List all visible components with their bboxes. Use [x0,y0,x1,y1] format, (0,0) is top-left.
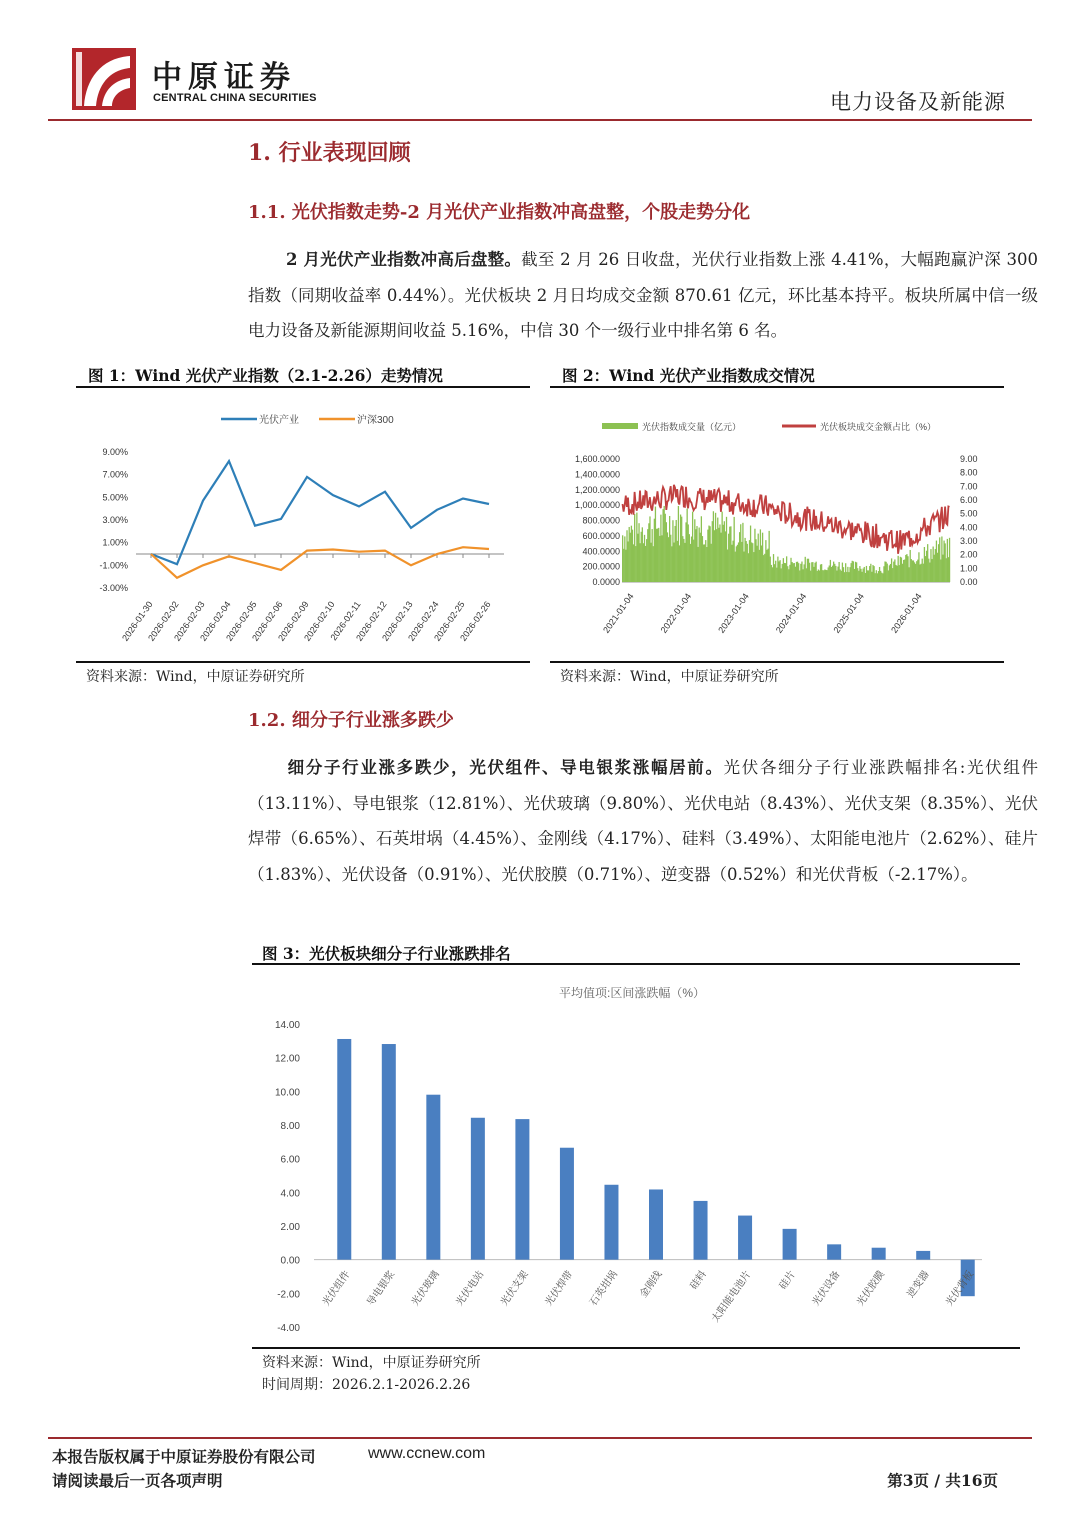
figure-2-title: 图 2：Wind 光伏产业指数成交情况 [562,366,815,385]
volume-bar [679,545,680,582]
volume-bar [840,569,841,582]
category-label-9: 太阳能电池片 [710,1269,754,1325]
volume-bar [643,543,644,582]
category-label-2: 光伏玻璃 [409,1269,442,1309]
volume-bar [639,543,640,582]
volume-bar [800,564,801,582]
x-tick-label: 2026-02-09 [276,599,311,643]
volume-bar [781,568,782,582]
bar-4 [515,1119,529,1260]
volume-bar [754,529,755,582]
y-left-tick-label: 600.0000 [582,530,620,541]
paragraph-2 [248,750,1038,892]
volume-bar [869,566,870,582]
y-tick-label: 8.00 [280,1121,300,1132]
volume-bar [794,563,795,582]
volume-bar [774,564,775,582]
y-tick-label: 14.00 [274,1020,300,1031]
category-label-11: 光伏设备 [810,1269,843,1309]
volume-bar [708,526,709,582]
legend-swatch-volume [602,423,638,429]
paragraph-1-lead: 2 月光伏产业指数冲高后盘整。 [286,250,522,269]
volume-bar [826,570,827,582]
category-label-8: 硅料 [688,1269,709,1292]
volume-bar [689,534,690,582]
x-tick-label: 2022-01-04 [658,591,694,635]
bar-13 [916,1251,930,1260]
series-line-0 [151,461,489,564]
category-label-1: 导电银浆 [365,1269,398,1309]
volume-bar [938,544,939,582]
volume-bar [872,565,873,582]
paragraph-1-body: 截至 2 月 26 日收盘，光伏行业指数上涨 4.41%，大幅跑赢沪深 300 指数（同期收益率 0.44%）。光伏板块 2 月日均成交金额 870.61 亿元，环比基本持平。板块所属中信一级电力设备及新能源期间收益 5.16%，中信 30 个一级行业中排名第 6 名。 [248,250,1038,340]
y-left-tick-label: 200.0000 [582,561,620,572]
y-left-tick-label: 1,000.0000 [574,500,620,511]
footer-copyright: 本报告版权属于中原证券股份有限公司 [52,1447,316,1466]
header-rule [48,119,1032,121]
volume-bar [646,539,647,582]
y-right-tick-label: 4.00 [960,522,978,533]
volume-bar [931,559,932,582]
category-label-7: 金刚线 [638,1269,665,1300]
y-tick-label: 1.00% [102,537,128,548]
volume-bar [718,528,719,582]
volume-bar [925,556,926,582]
volume-bar [853,561,854,582]
volume-bar [941,536,942,582]
volume-bar [859,566,860,582]
y-right-tick-label: 2.00 [960,549,978,560]
category-label-13: 逆变器 [905,1269,932,1300]
x-tick-label: 2021-01-04 [601,591,636,635]
volume-bar [882,573,883,582]
x-tick-label: 2026-02-02 [146,599,181,643]
volume-bar [899,565,900,582]
volume-bar [666,522,667,582]
footer-notice: 请阅读最后一页各项声明 [52,1471,223,1490]
y-tick-label: 10.00 [274,1087,300,1099]
volume-bar [922,559,923,582]
section-title: 1. 行业表现回顾 [248,140,411,166]
figure-1-bottom-rule [76,661,530,663]
figure-3-period: 时间周期：2026.2.1-2026.2.26 [262,1377,471,1393]
y-tick-label: 9.00% [102,447,128,457]
volume-bar [803,564,804,582]
volume-bar [863,569,864,582]
y-left-tick-label: 800.0000 [582,515,620,526]
figure-1-line-chart [76,398,530,654]
volume-bar [836,571,837,582]
x-tick-label: 2026-02-06 [250,599,285,643]
volume-bar [787,566,788,582]
volume-bar [744,538,745,582]
figure-2-volume-chart [550,398,1004,654]
y-tick-label: 6.00 [280,1154,300,1166]
x-tick-label: 2023-01-04 [716,591,751,635]
volume-bar [623,549,624,582]
volume-bar [849,567,850,582]
footer-url[interactable]: www.ccnew.com [368,1445,486,1462]
x-tick-label: 2026-02-24 [406,599,441,643]
volume-bar [712,521,713,582]
volume-bar [856,562,857,582]
bar-5 [560,1148,574,1260]
volume-bar [889,565,890,582]
category-label-5: 光伏焊带 [543,1269,576,1309]
volume-bar [820,564,821,582]
subsection-title-1: 1.1. 光伏指数走势-2 月光伏产业指数冲高盘整，个股走势分化 [248,202,751,223]
brand-name-en: CENTRAL CHINA SECURITIES [153,92,317,104]
x-tick-label: 2026-02-26 [458,599,493,643]
volume-bar [949,538,950,582]
volume-bar [626,530,627,582]
bar-10 [783,1229,797,1260]
legend-label-0: 光伏产业 [259,415,299,426]
x-tick-label: 2026-02-03 [172,599,207,643]
y-tick-label: 2.00 [280,1222,300,1233]
volume-bar [876,570,877,582]
volume-bar [735,552,736,582]
category-label-6: 石英坩埚 [587,1269,620,1309]
volume-bar [695,529,696,582]
report-category: 电力设备及新能源 [830,90,1006,114]
figure-3-title: 图 3：光伏板块细分子行业涨跌排名 [262,944,511,963]
volume-bar [662,509,663,582]
volume-bar [764,554,765,582]
y-left-tick-label: 1,600.0000 [574,454,620,464]
chart-title: 平均值项:区间涨跌幅（%） [558,986,706,1000]
bar-0 [337,1039,351,1260]
volume-bar [928,559,929,582]
volume-bar [721,512,722,582]
volume-bar [833,562,834,582]
y-tick-label: 0.00 [280,1255,300,1267]
volume-bar [908,567,909,582]
volume-bar [728,534,729,582]
volume-bar [945,543,946,582]
y-tick-label: 12.00 [274,1053,300,1065]
volume-bar [790,558,791,582]
x-tick-label: 2026-01-04 [889,591,924,635]
volume-bar [813,567,814,582]
y-left-tick-label: 0.0000 [592,577,620,587]
volume-bar [633,544,634,582]
legend-label-share: 光伏板块成交金额占比（%） [820,422,937,432]
x-tick-label: 2026-02-05 [224,599,259,643]
volume-bar [807,559,808,582]
bar-8 [694,1201,708,1260]
volume-bar [715,513,716,582]
figure-3-bar-chart [252,972,1020,1344]
volume-bar [725,531,726,582]
volume-bar [767,549,768,582]
category-label-10: 硅片 [777,1269,799,1292]
volume-bar [895,565,896,582]
volume-bar [761,545,762,582]
volume-bar [823,570,824,582]
subsection-title-2: 1.2. 细分子行业涨多跌少 [248,710,454,731]
y-left-tick-label: 1,200.0000 [574,484,620,495]
legend-label-volume: 光伏指数成交量（亿元） [642,422,742,432]
category-label-4: 光伏支架 [498,1269,531,1309]
series-line-1 [151,547,489,578]
figure-3-top-rule [252,963,1020,965]
volume-bar [649,516,650,582]
figure-1-source: 资料来源：Wind，中原证券研究所 [86,669,305,685]
volume-bar [682,536,683,582]
volume-bar [672,520,673,582]
volume-bar [846,572,847,582]
volume-bar [902,564,903,582]
y-right-tick-label: 6.00 [960,495,978,505]
volume-bar [758,534,759,582]
volume-bar [636,513,637,582]
footer-rule [48,1437,1032,1439]
bar-7 [649,1189,663,1259]
y-left-tick-label: 400.0000 [582,546,620,557]
volume-bar [699,528,700,582]
y-tick-label: 4.00 [280,1188,300,1200]
paragraph-2-lead: 细分子行业涨多跌少，光伏组件、导电银浆涨幅居前。 [286,758,724,777]
y-right-tick-label: 0.00 [960,577,978,587]
volume-bar [784,563,785,582]
volume-bar [751,542,752,582]
figure-1-top-rule [76,386,530,388]
volume-bar [797,562,798,582]
y-left-tick-label: 1,400.0000 [574,469,620,480]
volume-bar [892,568,893,582]
x-tick-label: 2026-02-13 [380,599,415,643]
y-right-tick-label: 8.00 [960,467,978,478]
y-right-tick-label: 3.00 [960,536,978,546]
volume-bar [676,520,677,582]
volume-bar [915,564,916,582]
volume-bar [731,545,732,582]
volume-bar [905,555,906,582]
y-right-tick-label: 1.00 [960,563,978,574]
paragraph-1 [248,242,1038,349]
volume-bar [810,571,811,582]
volume-bar [948,557,949,582]
y-right-tick-label: 7.00 [960,481,978,492]
volume-bar [630,533,631,582]
y-tick-label: -4.00 [277,1323,300,1334]
paragraph-2-body: 光伏各细分子行业涨跌幅排名:光伏组件（13.11%）、导电银浆（12.81%）、光伏玻璃（9.80%）、光伏电站（8.43%）、光伏支架（8.35%）、光伏焊带（6.65%）、石英坩埚（4.45%）、金刚线（4.17%）、硅料（3.49%）、太阳能电池片（2.62%）、硅片（1.83%）、光伏设备（0.91%）、光伏胶膜（0.71%）、逆变器（0.52%）和光伏背板（-2.17%）。 [248,758,1039,884]
category-label-3: 光伏电站 [454,1269,487,1309]
volume-bar [685,522,686,582]
volume-bar [817,571,818,582]
y-tick-label: -3.00% [99,583,128,593]
x-tick-label: 2026-01-30 [120,599,155,643]
x-tick-label: 2024-01-04 [773,591,809,635]
volume-bar [771,565,772,582]
volume-bar [748,553,749,582]
figure-3-source: 资料来源：Wind，中原证券研究所 [262,1355,481,1371]
company-logo [72,48,136,110]
volume-bar [659,536,660,582]
volume-bar [879,567,880,582]
x-tick-label: 2025-01-04 [831,591,867,635]
category-label-14: 光伏背板 [944,1269,977,1309]
legend-label-1: 沪深300 [357,415,394,426]
volume-bar [935,549,936,582]
volume-bar [741,542,742,582]
y-tick-label: 7.00% [102,469,128,480]
y-right-tick-label: 5.00 [960,508,978,519]
bar-9 [738,1216,752,1260]
volume-bar [866,566,867,582]
y-tick-label: 5.00% [102,492,128,503]
bar-2 [426,1095,440,1260]
volume-bar [912,560,913,582]
x-tick-label: 2026-02-12 [354,599,389,643]
brand-name-cn: 中原证券 [152,60,296,95]
y-tick-label: 3.00% [102,515,128,525]
volume-bar [702,536,703,582]
bar-11 [827,1244,841,1259]
bar-3 [471,1118,485,1260]
bar-12 [872,1248,886,1260]
volume-bar [653,546,654,582]
y-tick-label: -1.00% [99,560,128,571]
volume-bar [692,512,693,582]
category-label-12: 光伏胶膜 [855,1269,888,1309]
volume-bar [669,516,670,582]
volume-bar [656,529,657,582]
y-tick-label: -2.00 [277,1289,300,1301]
footer-page-number: 第3页 / 共16页 [887,1471,998,1490]
x-tick-label: 2026-02-11 [328,599,363,643]
x-tick-label: 2026-02-25 [432,599,467,643]
x-tick-label: 2026-02-04 [198,599,233,643]
volume-bar [738,542,739,582]
figure-1-title: 图 1：Wind 光伏产业指数（2.1-2.26）走势情况 [88,366,443,385]
y-right-tick-label: 9.00 [960,454,978,464]
figure-3-bottom-rule [252,1347,1020,1349]
share-line [623,485,950,554]
volume-bar [885,562,886,582]
figure-2-source: 资料来源：Wind，中原证券研究所 [560,669,779,685]
volume-bar [918,552,919,582]
figure-2-bottom-rule [550,661,1004,663]
volume-bar [830,560,831,582]
category-label-0: 光伏组件 [320,1269,353,1309]
x-tick-label: 2026-02-10 [302,599,337,643]
volume-bar [705,540,706,582]
bar-1 [382,1044,396,1260]
bar-6 [604,1185,618,1260]
volume-bar [777,557,778,582]
figure-2-top-rule [550,386,1004,388]
volume-bar [843,567,844,582]
